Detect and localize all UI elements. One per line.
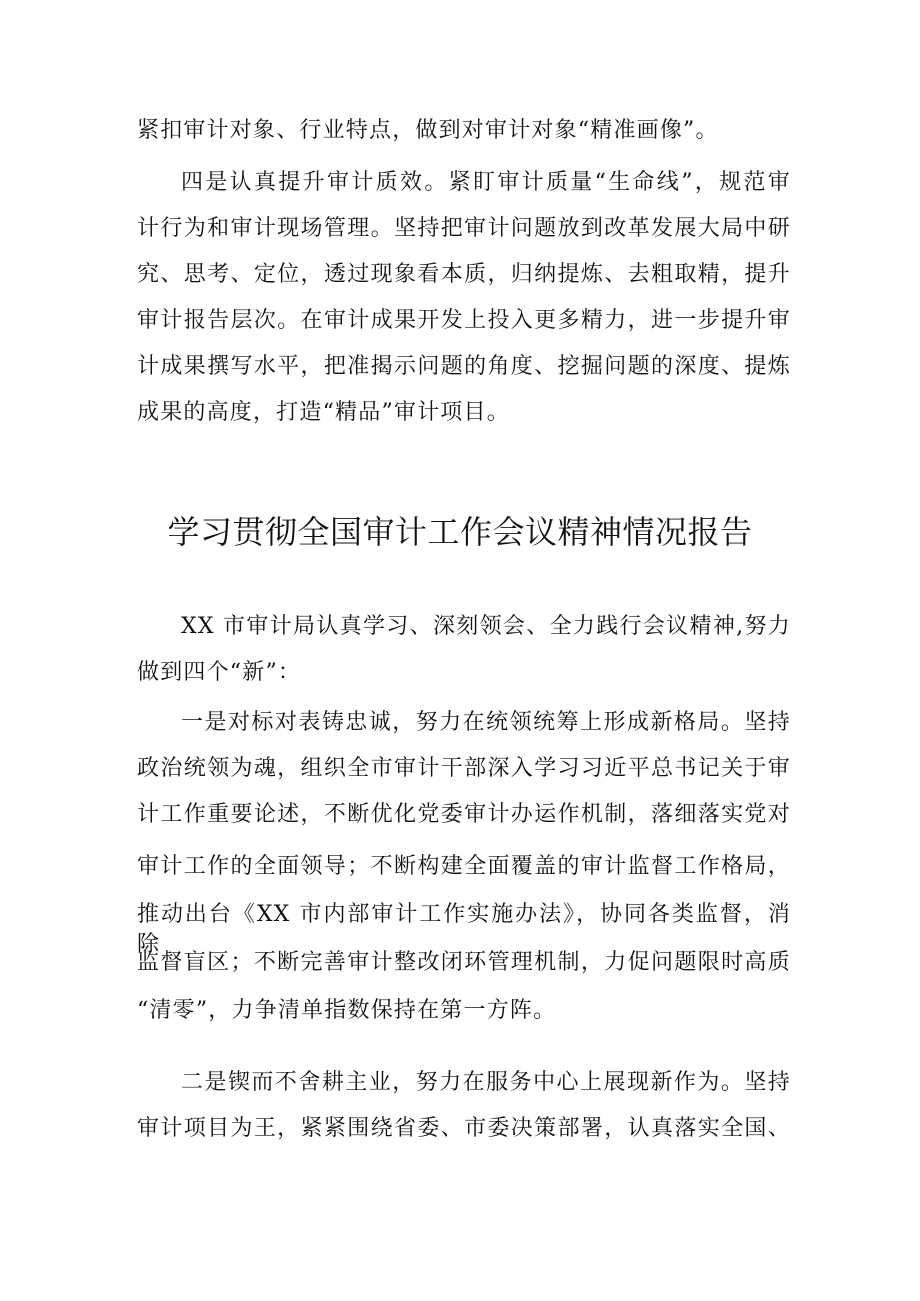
- paragraph-line: “清零”，力争清单指数保持在第一方阵。: [137, 998, 557, 1023]
- report-title: 学习贯彻全国审计工作会议精神情况报告: [167, 513, 753, 551]
- intro-line: 做到四个“新”：: [137, 660, 302, 685]
- paragraph-line: 计成果撰写水平，把准揭示问题的角度、挖掘问题的深度、提炼: [137, 354, 791, 379]
- paragraph-line: 成果的高度，打造“精品”审计项目。: [137, 400, 510, 425]
- paragraph-line: 紧扣审计对象、行业特点，做到对审计对象“精准画像”。: [137, 118, 719, 143]
- paragraph-line: 四是认真提升审计质效。紧盯审计质量“生命线”，规范审: [181, 170, 791, 195]
- paragraph-line: 计行为和审计现场管理。坚持把审计问题放到改革发展大局中研: [137, 216, 791, 241]
- paragraph-line: 审计报告层次。在审计成果开发上投入更多精力，进一步提升审: [137, 308, 791, 333]
- paragraph-line: 政治统领为魂，组织全市审计干部深入学习习近平总书记关于审: [137, 756, 791, 781]
- intro-line: XX 市审计局认真学习、深刻领会、全力践行会议精神,努力: [181, 614, 791, 639]
- paragraph-line: 审计项目为王，紧紧围绕省委、市委决策部署，认真落实全国、: [137, 1116, 791, 1141]
- paragraph-line: 监督盲区；不断完善审计整改闭环管理机制，力促问题限时高质: [137, 950, 791, 975]
- paragraph-line: 一是对标对表铸忠诚，努力在统领统筹上形成新格局。坚持: [181, 710, 791, 735]
- paragraph-line: 究、思考、定位，透过现象看本质，归纳提炼、去粗取精，提升: [137, 262, 791, 287]
- paragraph-line: 审计工作的全面领导；不断构建全面覆盖的审计监督工作格局，: [137, 854, 791, 879]
- paragraph-line: 二是锲而不舍耕主业，努力在服务中心上展现新作为。坚持: [181, 1070, 791, 1095]
- paragraph-line: 计工作重要论述，不断优化党委审计办运作机制，落细落实党对: [137, 802, 791, 827]
- paragraph-line: 推动出台《XX 市内部审计工作实施办法》，协同各类监督，消除: [137, 902, 791, 957]
